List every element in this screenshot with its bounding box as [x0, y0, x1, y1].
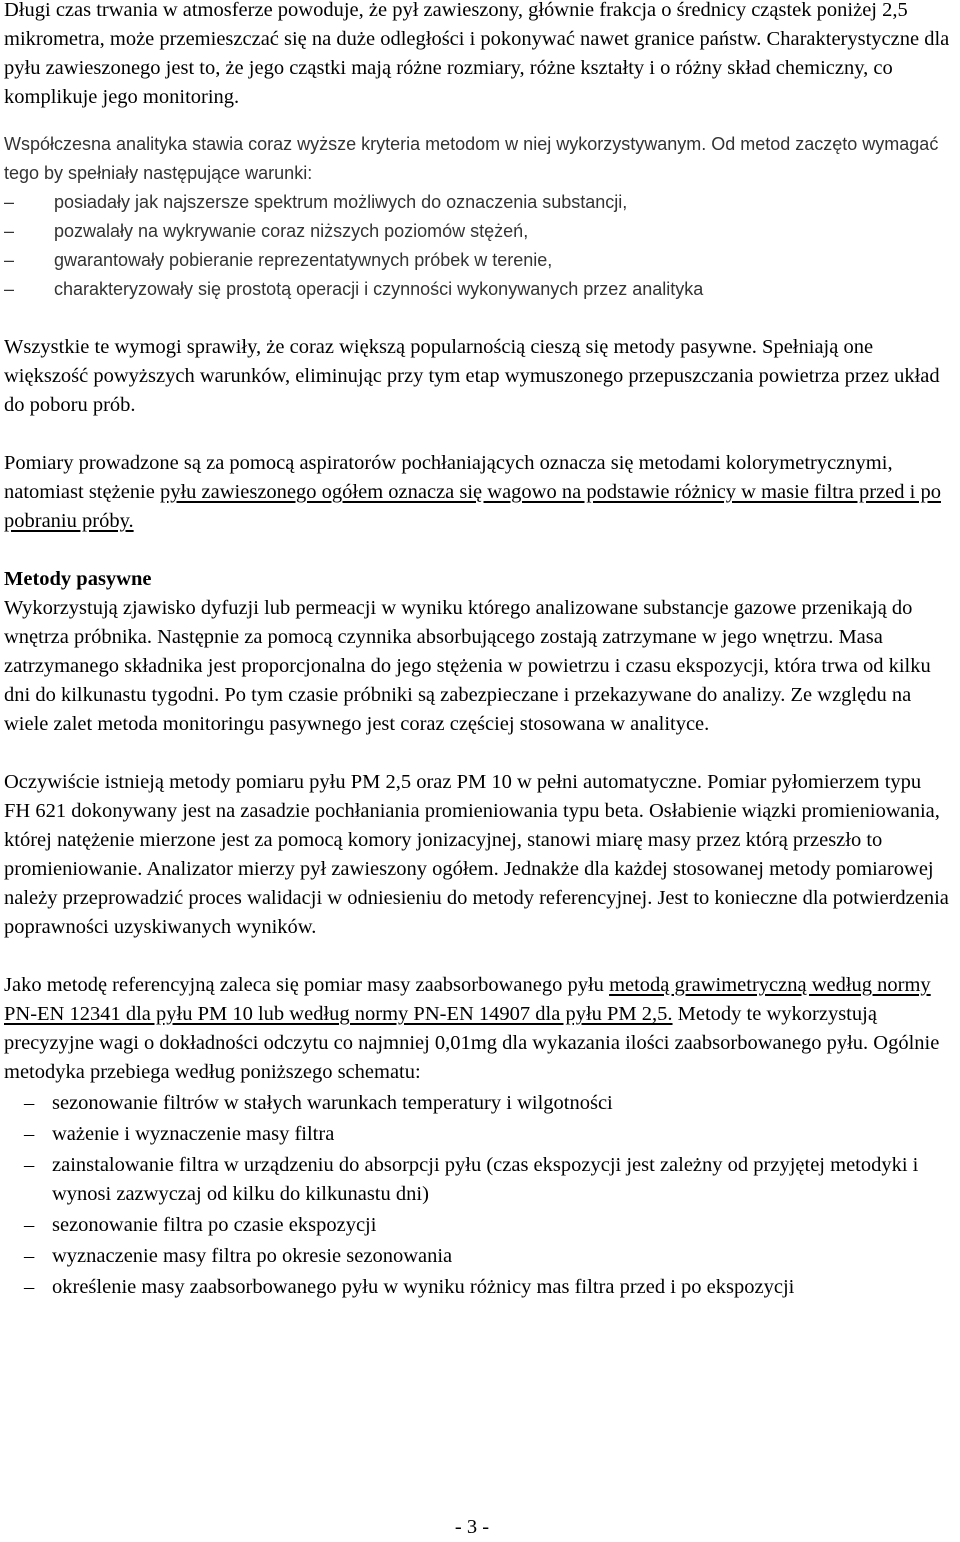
- intro-paragraph: Długi czas trwania w atmosferze powoduje, że pył zawieszony, głównie frakcja o średnicy cząstek poniżej 2,5 mikrometra, może przemieszczać się na duże odległości i pokonywać nawet granice państw. Charakterystyczne dla pyłu zawieszonego jest to, że jego cząstki mają różne rozmiary, różne kształty i o różny skład chemiczny, co komplikuje jego monitoring.: [4, 0, 950, 108]
- list-item-text: sezonowanie filtra po czasie ekspozycji: [52, 1214, 377, 1236]
- list-item: [4, 1120, 952, 1149]
- dash-marker: –: [24, 1092, 35, 1114]
- passive-methods-paragraph: Wykorzystują zjawisko dyfuzji lub permeacji w wyniku którego analizowane substancje gazowe przenikają do wnętrza próbnika. Następnie za pomocą czynnika absorbującego zostają zatrzymane w jego wnętrzu. Masa zatrzymanego składnika jest proporcjonalna do jego stężenia w powietrzu i czasu ekspozycji, która trwa od kilku dni do kilkunastu tygodni. Po tym czasie próbniki są zabezpieczane i przekazywane do analizy. Ze względu na wiele zalet metoda monitoringu pasywnego jest coraz częściej stosowana w analityce.: [4, 597, 931, 735]
- list-item-text: wyznaczenie masy filtra po okresie sezonowania: [52, 1245, 453, 1267]
- list-item: [4, 1211, 952, 1240]
- list-item-text: charakteryzowały się prostotą operacji i czynności wykonywanych przez analityka: [54, 279, 704, 299]
- measurements-paragraph: [4, 449, 952, 536]
- reference-underlined-text: metodą grawimetryczną według normy PN-EN 12341 dla pyłu PM 10 lub według normy PN-EN 14907 dla pyłu PM 2,5.: [4, 974, 931, 1025]
- reference-text-continued: Metody te wykorzystują precyzyjne wagi o dokładności odczytu co najmniej 0,01mg dla wykazania ilości zaabsorbowanego pyłu. Ogólnie metodyka przebiega według poniższego schematu:: [4, 1003, 940, 1083]
- reference-method-paragraph: [4, 971, 952, 1087]
- analytics-paragraph: Współczesna analityka stawia coraz wyższe kryteria metodom w niej wykorzystywanym. Od metod zaczęto wymagać tego by spełniały następujące warunki:: [4, 134, 939, 183]
- list-item: [4, 1151, 952, 1209]
- list-item: [4, 1242, 952, 1271]
- list-item-text: gwarantowały pobieranie reprezentatywnych próbek w terenie,: [54, 250, 553, 270]
- dash-marker: –: [4, 192, 15, 212]
- list-item-text: ważenie i wyznaczenie masy filtra: [52, 1123, 335, 1145]
- automatic-methods-paragraph: Oczywiście istnieją metody pomiaru pyłu PM 2,5 oraz PM 10 w pełni automatyczne. Pomiar pyłomierzem typu FH 621 dokonywany jest na zasadzie pochłaniania promieniowania typu beta. Osłabienie wiązki promieniowania, której natężenie mierzone jest za pomocą komory jonizacyjnej, stanowi miarę masy przez którą przeszło to promieniowanie. Analizator mierzy pył zawieszony ogółem. Jednakże dla każdej stosowanej metody pomiarowej należy przeprowadzić proces walidacji w odniesieniu do metody referencyjnej. Jest to konieczne dla potwierdzenia poprawności uzyskiwanych wyników.: [4, 771, 949, 938]
- measurements-underlined-text: pyłu zawieszonego ogółem oznacza się wagowo na podstawie różnicy w masie filtra przed i po pobraniu próby.: [4, 481, 941, 532]
- measurements-text: Pomiary prowadzone są za pomocą aspiratorów pochłaniających oznacza się metodami kolorymetrycznymi, natomiast stężenie: [4, 452, 893, 503]
- passive-intro-paragraph: Wszystkie te wymogi sprawiły, że coraz większą popularnością cieszą się metody pasywne. Spełniają one większość powyższych warunków, eliminując przy tym etap wymuszonego przepuszczania powietrza przez układ do poboru prób.: [4, 336, 940, 416]
- procedure-steps-list: [4, 1089, 952, 1302]
- list-item: [4, 1273, 952, 1302]
- list-item: [4, 217, 952, 246]
- dash-marker: –: [24, 1214, 35, 1236]
- list-item: [4, 246, 952, 275]
- dash-marker: –: [4, 250, 15, 270]
- dash-marker: –: [24, 1245, 35, 1267]
- list-item: [4, 188, 952, 217]
- page-number: - 3 -: [454, 1516, 490, 1538]
- list-item-text: określenie masy zaabsorbowanego pyłu w wyniku różnicy mas filtra przed i po ekspozycji: [52, 1276, 795, 1298]
- list-item-text: sezonowanie filtrów w stałych warunkach temperatury i wilgotności: [52, 1092, 613, 1114]
- list-item-text: posiadały jak najszersze spektrum możliwych do oznaczenia substancji,: [54, 192, 628, 212]
- list-item-text: zainstalowanie filtra w urządzeniu do absorpcji pyłu (czas ekspozycji jest zależny od przyjętej metodyki i wynosi zazwyczaj od kilku do kilkunastu dni): [52, 1154, 919, 1205]
- reference-text: Jako metodę referencyjną zaleca się pomiar masy zaabsorbowanego pyłu: [4, 974, 610, 996]
- list-item: [4, 275, 952, 304]
- dash-marker: –: [4, 221, 15, 241]
- section-heading-passive-methods: Metody pasywne: [4, 568, 152, 590]
- dash-marker: –: [24, 1276, 35, 1298]
- dash-marker: –: [24, 1154, 35, 1176]
- dash-marker: –: [4, 279, 15, 299]
- dash-marker: –: [24, 1123, 35, 1145]
- list-item-text: pozwalały na wykrywanie coraz niższych poziomów stężeń,: [54, 221, 529, 241]
- requirements-list: [4, 188, 952, 304]
- list-item: [4, 1089, 952, 1118]
